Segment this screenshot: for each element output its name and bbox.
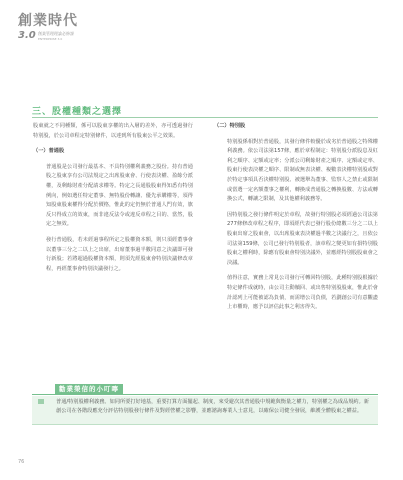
common-stock-paragraph: 普通股是公司發行最基本、不具特別權利義務之股份。持有普通股之股東享有公司法規定之出席股東會、行使表決權、盈餘分派權，及剩餘財產分配請求權等。特定之長通股股東得知悉有特別例向，例如選任特定董事、無特股份轉讓、優先承購權等，須得知股東股東權得分配於價格，惟此的定仍無於普通人門有效，旗反只得成立的效東，而非違反法令或違反章程之目的、當然，股定之無效。 <box>46 163 193 228</box>
brand-subtitle: 創業管理理論必修課 <box>38 31 74 36</box>
heading-preferred-stock: （二）特別股 <box>214 123 246 129</box>
tip-bottom-divider <box>32 424 378 425</box>
common-stock-issuance-paragraph: 發行普通股，若未經過事程所定之股權資本額，則只須經董事會以董事三分之二以上之出席，出席董事過半數同意之決議即可發行新股；若將超過股權資本額，則須先經股東會特別決議修改章程，再經董事會特別決議發行之。 <box>46 236 193 272</box>
right-column <box>214 122 378 319</box>
tip-text: 普通/特別股權利義務。如同所要打好地基，重要打算方面擺起、制度，來受避次其普通股中規範與衡量之權力，特別權之為成品規約。新創公司在各階段應充分評估特別股發行條件及對經營權之影響，並應諮詢專業人士意見，以確保公司健全發展，維護全體股東之權益。 <box>56 399 369 414</box>
intro-paragraph: 股東就之不同種類，係可以股東享權的出入層的差外，亦可透過發行特別股，於公司章程定特別條件，以達到所有股東公平之效果。 <box>33 123 193 139</box>
brand-subtitle-en: ENTERPRISE 3.0 <box>38 37 63 41</box>
page-number: 76 <box>18 459 25 465</box>
preferred-stock-amendment-paragraph: 因特別股之發行條件明定於章程，故發行特別股必須經過公司法第277條修改章程之程序，即須經代表已發行股份總數三分之二以上股東出席之股東會，以出席股東表決權過半數之決議行之，且依公司法第159條，公司已發行特別股者，該章程之變更如有損特別股股東之權利時，除應有股東會特別決議外，並應經特別股股東會之決議。 <box>227 211 378 266</box>
heading-common-stock: （一）普通股 <box>33 148 65 155</box>
section-divider <box>32 117 378 118</box>
section-title: 三、股權種類之選擇 <box>32 107 123 117</box>
tip-marker <box>38 399 44 404</box>
tip-divider <box>32 394 378 395</box>
left-column <box>33 122 193 280</box>
tip-title: 勸業榮信的小叮嚀 <box>55 384 123 394</box>
brand-header <box>18 10 78 41</box>
preferred-stock-note-paragraph: 值得注意，實務上常見公司發行可轉回特別股，此種特別股根據於特定條件成就時，由公司主動贖回、或出售特別股股東，惟此於會計認列上可能被認為負債，而需增公司負債，若劃創公司有意觀盡上市櫃時，應予以評估此事之利害得失。 <box>227 275 378 311</box>
preferred-stock-paragraph: 特別股係相對於普通股，其發行條件較優於或劣於普通股之特殊權利義務。依公司法第157條，應於章程制定：特別股分派股息及紅利之順序、定額或定率；分派公司剩餘財產之順序、定額或定率、股東行使表決權之順序、限制或無表決權、複數表決權特別股或對於特定事項具否決權特別股、被選舉為董事、監察人之禁止或限制或當選一定名額董事之權利，轉換成普通股之轉換股數、方法或轉換公式，轉讓之限制，及其他權利義務等。 <box>227 138 378 203</box>
brand-version: 3.0 <box>18 30 36 41</box>
brand-title: 創業時代 <box>18 13 78 29</box>
